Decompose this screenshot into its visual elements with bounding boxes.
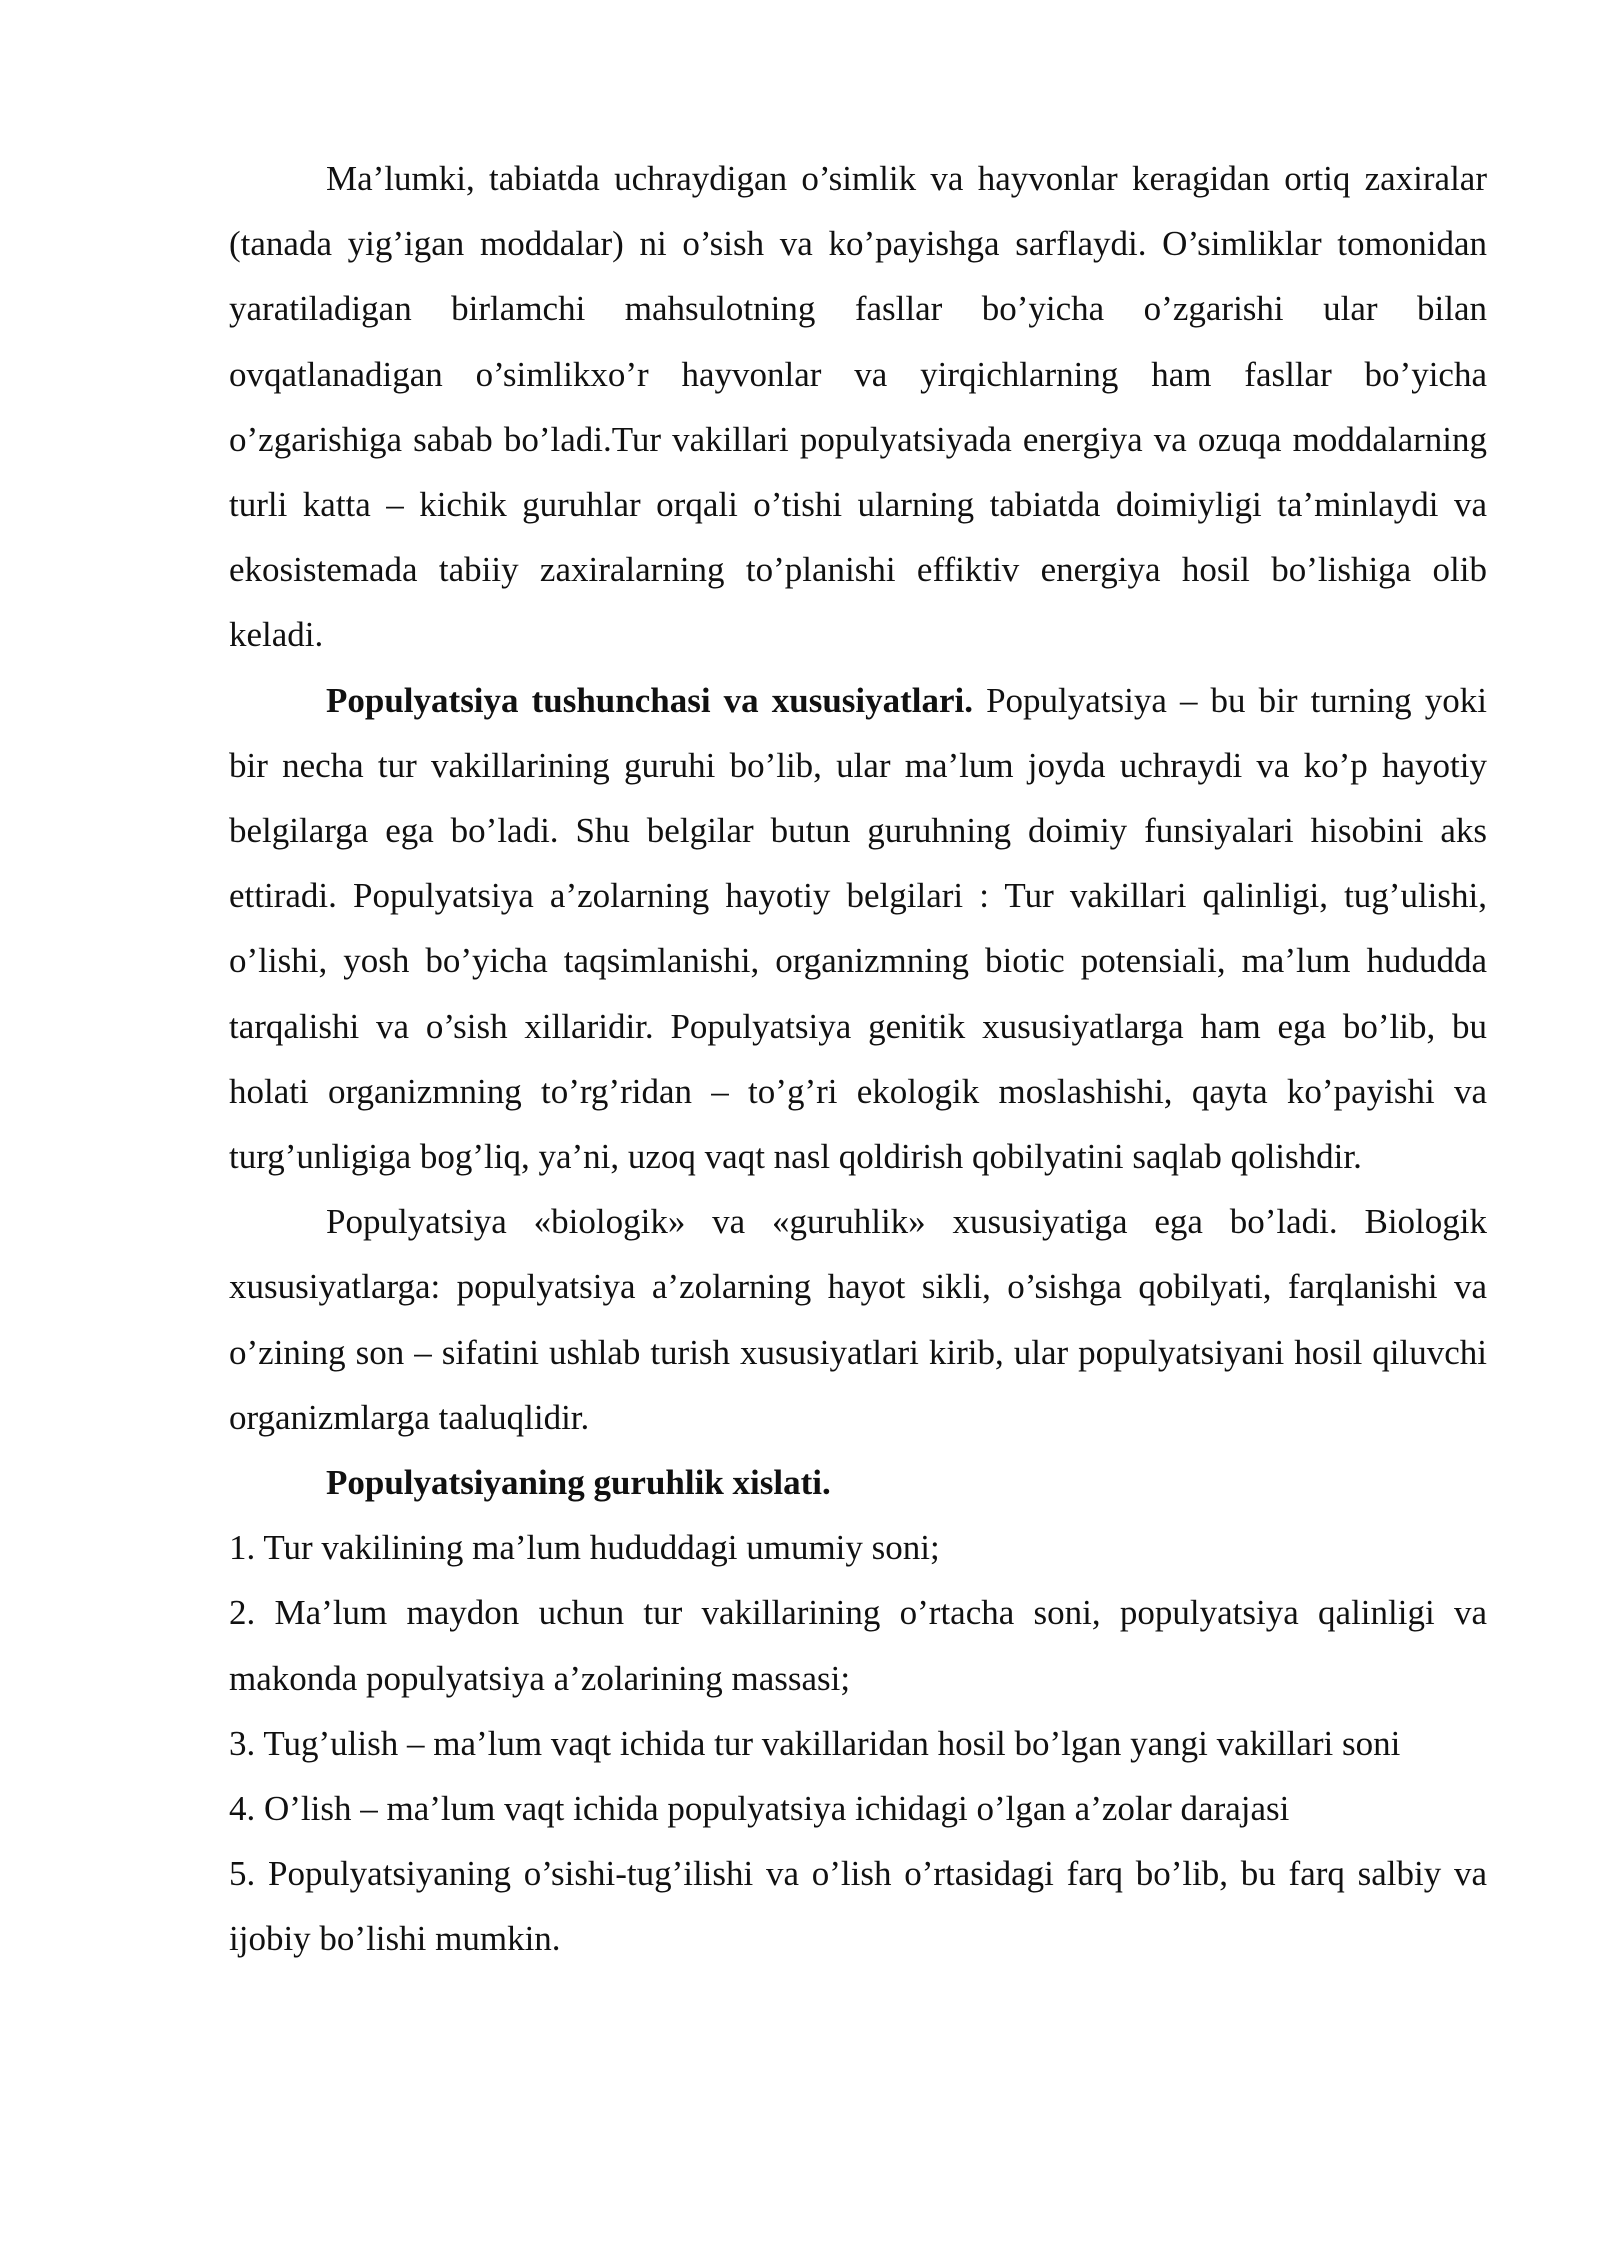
list-item: 4. O’lish – ma’lum vaqt ichida populyatsiya ichidagi o’lgan a’zolar darajasi: [229, 1789, 1290, 1829]
list-item: 3. Tug’ulish – ma’lum vaqt ichida tur vakillaridan hosil bo’lgan yangi vakillari soni: [229, 1723, 1401, 1763]
section-heading: Populyatsiyaning guruhlik xislati.: [326, 1463, 831, 1503]
paragraph-biological-properties: Populyatsiya «biologik» va «guruhlik» xususiyatiga ega bo’ladi. Biologik xususiyatlarga: populyatsiya a’zolarning hayot sikli, o’sishga qobilyati, farqlanishi va o’zining son – sifatini ushlab turish xususiyatlari kirib, ular populyatsiyani hosil qiluvchi organizmlarga taaluqlidir.: [229, 1202, 1487, 1437]
population-concept-heading: Populyatsiya tushunchasi va xususiyatlari.: [326, 680, 974, 720]
document-page: [229, 146, 1487, 1972]
list-item: 1. Tur vakilining ma’lum hududdagi umumiy soni;: [229, 1528, 940, 1568]
paragraph-population-concept: [229, 668, 1487, 1190]
list-item: 5. Populyatsiyaning o’sishi-tug’ilishi va o’lish o’rtasidagi farq bo’lib, bu farq salbiy va ijobiy bo’lishi mumkin.: [229, 1854, 1487, 1959]
paragraph-intro: Ma’lumki, tabiatda uchraydigan o’simlik va hayvonlar keragidan ortiq zaxiralar (tanada yig’igan moddalar) ni o’sish va ko’payishga sarflaydi. O’simliklar tomonidan yaratiladigan birlamchi mahsulotning fasllar bo’yicha o’zgarishi ular bilan ovqatlanadigan o’simlikxo’r hayvonlar va yirqichlarning ham fasllar bo’yicha o’zgarishiga sabab bo’ladi.Tur vakillari populyatsiyada energiya va ozuqa moddalarning turli katta – kichik guruhlar orqali o’tishi ularning tabiatda doimiyligi ta’minlaydi va ekosistemada tabiiy zaxiralarning to’planishi effiktiv energiya hosil bo’lishiga olib keladi.: [229, 159, 1487, 655]
list-item: 2. Ma’lum maydon uchun tur vakillarining o’rtacha soni, populyatsiya qalinligi va makonda populyatsiya a’zolarining massasi;: [229, 1593, 1487, 1698]
population-concept-text: Populyatsiya – bu bir turning yoki bir necha tur vakillarining guruhi bo’lib, ular ma’lum joyda uchraydi va ko’p hayotiy belgilarga ega bo’ladi. Shu belgilar butun guruhning doimiy funsiyalari hisobini aks ettiradi. Populyatsiya a’zolarning hayotiy belgilari : Tur vakillari qalinligi, tug’ulishi, o’lishi, yosh bo’yicha taqsimlanishi, organizmning biotic potensiali, ma’lum hududda tarqalishi va o’sish xillaridir. Populyatsiya genitik xususiyatlarga ham ega bo’lib, bu holati organizmning to’rg’ridan – to’g’ri ekologik moslashishi, qayta ko’payishi va turg’unligiga bog’liq, ya’ni, uzoq vaqt nasl qoldirish qobilyatini saqlab qolishdir.: [229, 680, 1487, 1177]
